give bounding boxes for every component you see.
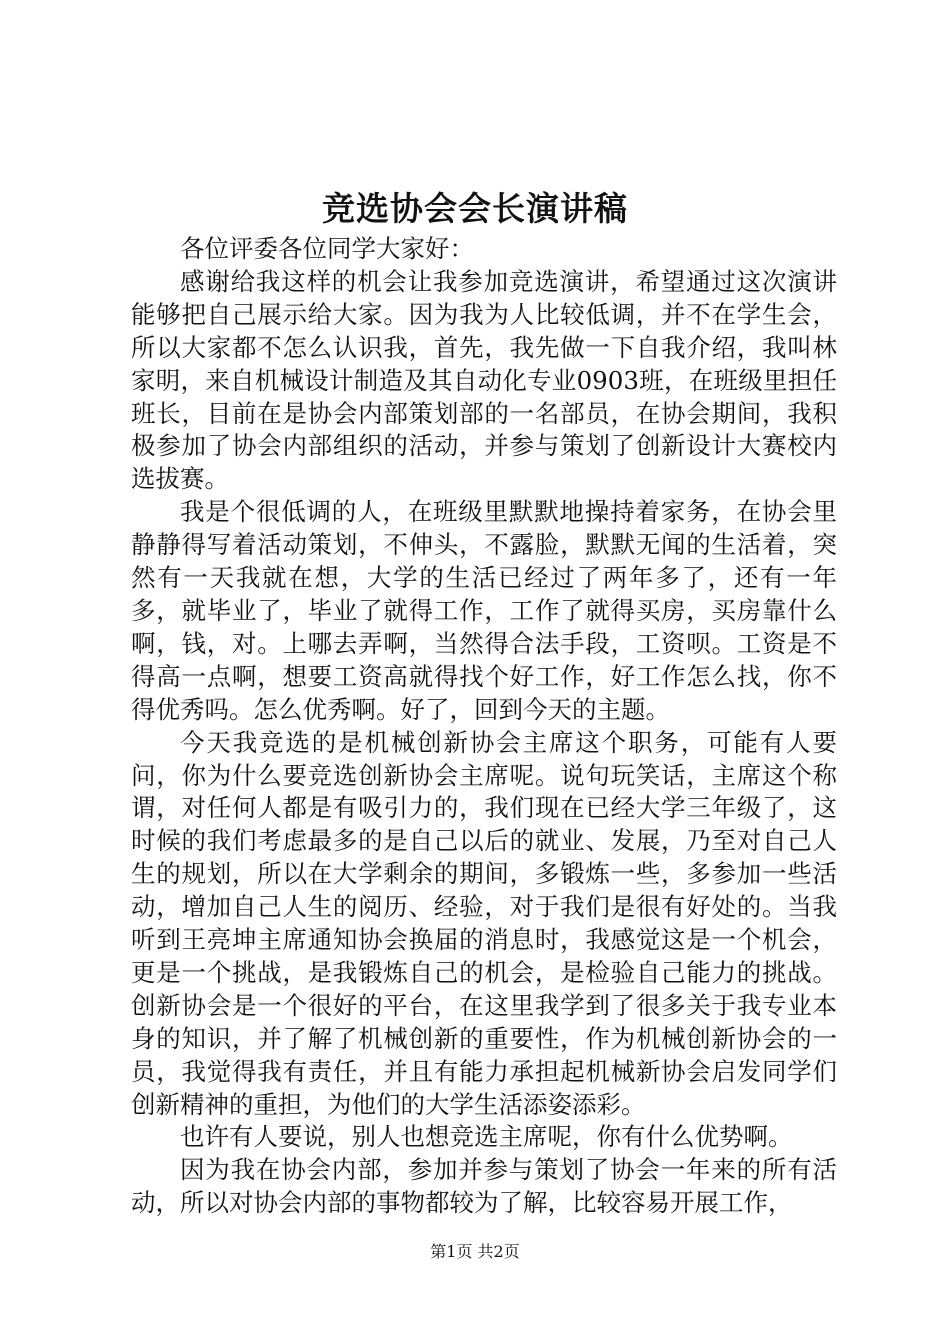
paragraph-candidacy: 今天我竞选的是机械创新协会主席这个职务，可能有人要问，你为什么要竞选创新协会主席呢。说句玩笑话，主席这个称谓，对任何人都是有吸引力的，我们现在已经大学三年级了，这时候的我们考虑最多的是自己以后的就业、发展，乃至对自己人生的规划，所以在大学剩余的期间，多锻炼一些，多参加一些活动，增加自己人生的阅历、经验，对于我们是很有好处的。当我听到王亮坤主席通知协会换届的消息时，我感觉这是一个机会，更是一个挑战，是我锻炼自己的机会，是检验自己能力的挑战。创新协会是一个很好的平台，在这里我学到了很多关于我专业本身的知识，并了解了机械创新的重要性，作为机械创新协会的一员，我觉得我有责任，并且有能力承担起机械新协会启发同学们创新精神的重担，为他们的大学生活添姿添彩。 [131,727,837,1119]
document-body [131,233,837,1220]
paragraph-advantage: 因为我在协会内部，参加并参与策划了协会一年来的所有活动，所以对协会内部的事物都较为了解，比较容易开展工作， [131,1155,837,1218]
paragraph-motivation: 我是个很低调的人，在班级里默默地操持着家务，在协会里静静得写着活动策划，不伸头，不露脸，默默无闻的生活着，突然有一天我就在想，大学的生活已经过了两年多了，还有一年多，就毕业了，毕业了就得工作，工作了就得买房，买房靠什么啊，钱，对。上哪去弄啊，当然得合法手段，工资呗。工资是不得高一点啊，想要工资高就得找个好工作，好工作怎么找，你不得优秀吗。怎么优秀啊。好了，回到今天的主题。 [131,497,837,724]
paragraph-greeting: 各位评委各位同学大家好： [180,234,474,263]
page-number-footer: 第1页 共2页 [430,1242,520,1261]
paragraph-question: 也许有人要说，别人也想竞选主席呢，你有什么优势啊。 [180,1122,793,1152]
paragraph-introduction: 感谢给我这样的机会让我参加竞选演讲，希望通过这次演讲能够把自己展示给大家。因为我为人比较低调，并不在学生会，所以大家都不怎么认识我，首先，我先做一下自我介绍，我叫林家明，来自机械设计制造及其自动化专业0903班，在班级里担任班长，目前在是协会内部策划部的一名部员，在协会期间，我积极参加了协会内部组织的活动，并参与策划了创新设计大赛校内选拔赛。 [131,266,837,494]
document-title: 竞选协会会长演讲稿 [322,189,628,228]
